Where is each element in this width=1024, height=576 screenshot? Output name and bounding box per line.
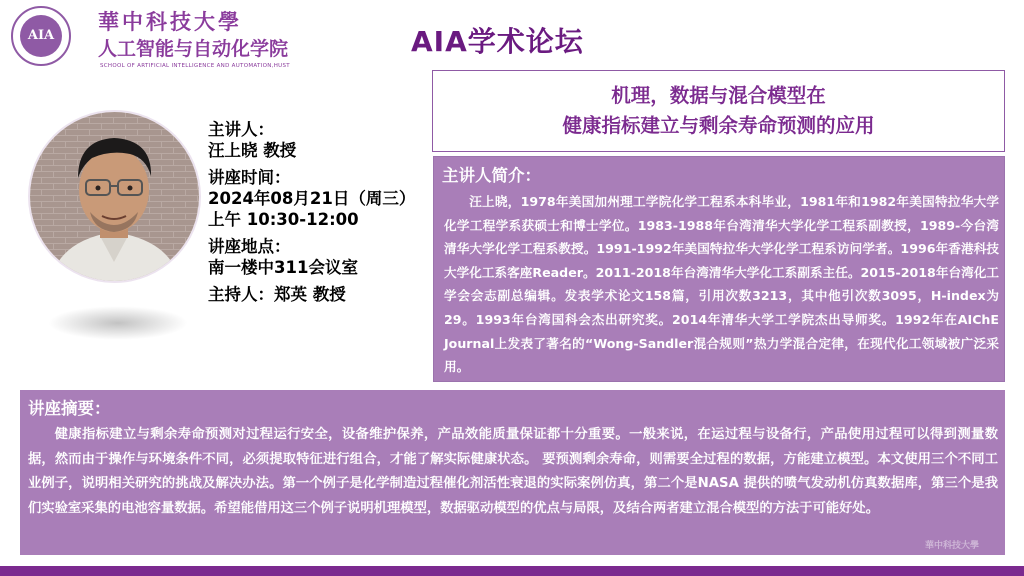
bio-text: 汪上晓，1978年美国加州理工学院化学工程系本科毕业，1981年和1982年美国特拉华大学化学工程学系获硕士和博士学位。1983-1988年台湾清华大学化学工程系副教授，1989-今台湾清华大学化学工程系教授。1991-1992年美国特拉华大学化学工程系访问学者。1996年香港科技大学化工系客座Reader。2011-2018年台湾清华大学化工系副系主任。2015-2018年台湾化工学会会志副总编辑。发表学术论文158篇，引用次数3213，其中他引次数3095，H-index为29。1993年台湾国科会杰出研究奖。2014年清华大学工学院杰出导师奖。1992年在AIChE Journal上发表了著名的“Wong-Sandler混合规则”热力学混合定律，在现代化工领域被广泛采用。: [444, 194, 999, 375]
logo-mark: AIA: [20, 15, 62, 57]
talk-title-line-2: 健康指标建立与剩余寿命预测的应用: [562, 114, 875, 137]
institute-logo: [11, 6, 71, 66]
bio-heading: 主讲人简介：: [442, 166, 541, 185]
forum-title: AIA学术论坛: [411, 25, 584, 58]
time-label: 讲座时间：: [208, 168, 291, 187]
bottom-bar: [0, 566, 1024, 576]
institute-name: 人工智能与自动化学院: [98, 38, 289, 60]
abstract-text: 健康指标建立与剩余寿命预测对过程运行安全，设备维护保养，产品效能质量保证都十分重要。一般来说，在运过程与设备行，产品使用过程可以得到测量数据，然而由于操作与环境条件不同，必须提取特征进行组合，才能了解实际健康状态。 要预测剩余寿命，则需要全过程的数据，方能建立模型。本文使用三个不同工业例子，说明相关研究的挑战及解决办法。第一个例子是化学制造过程催化剂活性衰退的实际案例仿真，第二个是NASA 提供的喷气发动机仿真数据库，第三个是我们实验室采集的电池容量数据。希望能借用这三个例子说明机理模型，数据驱动模型的优点与局限，及结合两者建立混合模型的方法于可能好处。: [28, 427, 998, 516]
abstract-heading: 讲座摘要：: [28, 399, 111, 418]
talk-title-line-1: 机理，数据与混合模型在: [611, 84, 826, 107]
abstract-panel: [20, 390, 1005, 555]
talk-title-box: [432, 70, 1005, 152]
speaker-photo: [30, 112, 199, 281]
host: 主持人：郑英 教授: [208, 285, 346, 304]
watermark: 華中科技大學: [924, 541, 979, 551]
photo-shadow: [48, 306, 188, 340]
location-label: 讲座地点：: [208, 237, 291, 256]
lecture-info: [208, 119, 415, 305]
speaker-label: 主讲人：: [208, 120, 274, 139]
speaker-bio-panel: [433, 156, 1005, 382]
speaker-name: 汪上晓 教授: [208, 141, 297, 160]
lecture-location: 南一楼中311会议室: [208, 258, 358, 277]
institute-name-english: SCHOOL OF ARTIFICIAL INTELLIGENCE AND AUTOMATION,HUST: [100, 63, 290, 69]
lecture-date: 2024年08月21日（周三）: [208, 189, 416, 208]
university-name: 華中科技大學: [98, 9, 242, 34]
lecture-time: 上午 10:30-12:00: [208, 210, 359, 229]
